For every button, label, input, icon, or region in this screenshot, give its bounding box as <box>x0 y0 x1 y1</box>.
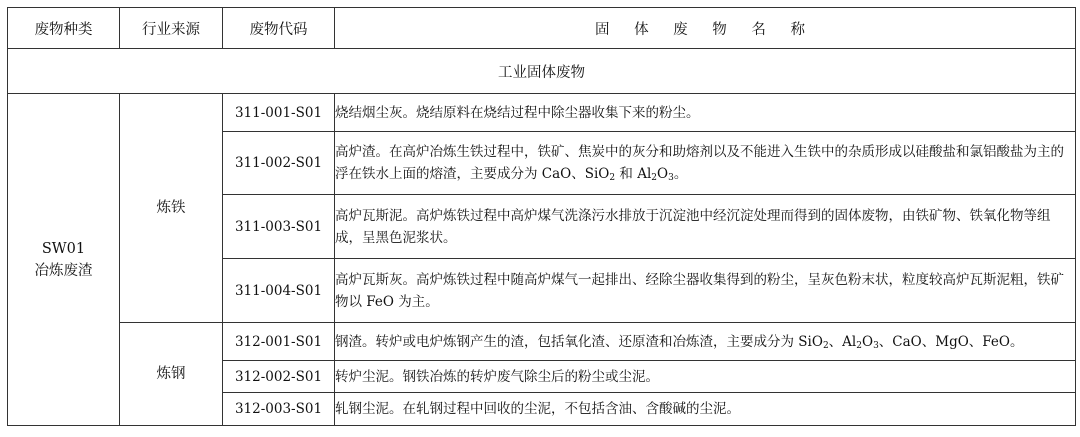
header-row <box>8 8 1076 49</box>
header-name: 固 体 废 物 名 称 <box>335 8 1076 49</box>
description-text: 高炉瓦斯泥。高炉炼铁过程中高炉煤气洗涤污水排放于沉淀池中经沉淀处理而得到的固体废物，由铁矿物、铁氧化物等组成，呈黑色泥浆状。 <box>335 207 1051 246</box>
waste-description <box>335 132 1076 195</box>
description-text: O <box>861 333 874 350</box>
formula-subscript: 2 <box>856 340 862 351</box>
formula-subscript: 3 <box>873 340 879 351</box>
header-category: 废物种类 <box>8 8 120 49</box>
waste-table <box>7 7 1076 426</box>
description-text: 烧结烟尘灰。烧结原料在烧结过程中除尘器收集下来的粉尘。 <box>335 104 700 121</box>
description-text: 高炉渣。在高炉冶炼生铁过程中，铁矿、焦炭中的灰分和助熔剂以及不能进入生铁中的杂质形成以硅酸盐和氯铝酸盐为主的浮在铁水上面的熔渣，主要成分为 CaO、SiO <box>335 144 1064 182</box>
waste-description <box>335 94 1076 132</box>
category-code: SW01 <box>41 240 86 257</box>
table-row <box>8 94 1076 132</box>
category-name: 冶炼废渣 <box>34 262 93 279</box>
description-text: O <box>657 166 669 182</box>
waste-code: 311-002-S01 <box>223 132 335 195</box>
waste-code: 311-004-S01 <box>223 259 335 323</box>
waste-description <box>335 259 1076 323</box>
category-cell <box>8 94 120 426</box>
description-text: 、CaO、MgO、FeO。 <box>878 333 1024 350</box>
waste-code: 312-002-S01 <box>223 361 335 393</box>
formula-subscript: 2 <box>822 340 829 351</box>
description-text: 轧钢尘泥。在轧钢过程中回收的尘泥，不包括含油、含酸碱的尘泥。 <box>335 401 740 417</box>
section-title: 工业固体废物 <box>8 49 1076 94</box>
description-text: 、Al <box>828 333 857 350</box>
description-text: 钢渣。转炉或电炉炼钢产生的渣，包括氧化渣、还原渣和冶炼渣，主要成分为 SiO <box>335 333 823 350</box>
formula-subscript: 2 <box>609 173 616 183</box>
waste-description <box>335 323 1076 361</box>
table-row <box>8 323 1076 361</box>
waste-code: 312-003-S01 <box>223 393 335 426</box>
waste-description <box>335 195 1076 259</box>
waste-code: 311-001-S01 <box>223 94 335 132</box>
source-iron: 炼铁 <box>120 94 223 323</box>
waste-description <box>335 361 1076 393</box>
source-steel: 炼钢 <box>120 323 223 426</box>
header-source: 行业来源 <box>120 8 223 49</box>
formula-subscript: 2 <box>651 173 657 183</box>
description-text: 。 <box>673 166 688 182</box>
description-text: 高炉瓦斯灰。高炉炼铁过程中随高炉煤气一起排出、经除尘器收集得到的粉尘，呈灰色粉末状，粒度较高炉瓦斯泥粗，铁矿物以 FeO 为主。 <box>335 271 1064 310</box>
waste-code: 311-003-S01 <box>223 195 335 259</box>
formula-subscript: 3 <box>668 173 674 183</box>
description-text: 转炉尘泥。钢铁冶炼的转炉废气除尘后的粉尘或尘泥。 <box>335 368 659 385</box>
header-code: 废物代码 <box>223 8 335 49</box>
section-row <box>8 49 1076 94</box>
waste-description <box>335 393 1076 426</box>
waste-code: 312-001-S01 <box>223 323 335 361</box>
description-text: 和 Al <box>615 166 652 182</box>
